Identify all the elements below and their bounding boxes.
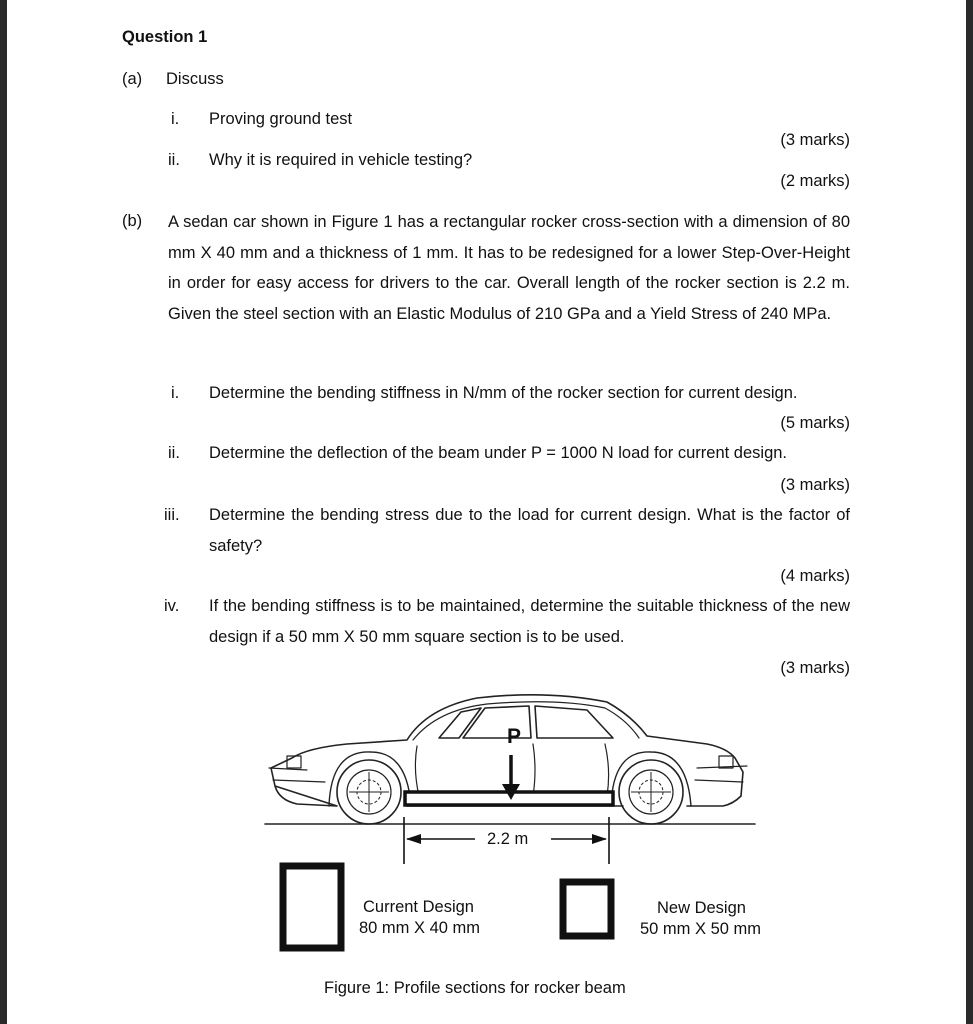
part-b-item-4-marks: (3 marks) [780, 659, 850, 677]
part-b-item-1-text: Determine the bending stiffness in N/mm of the rocker section for current design. [209, 384, 798, 402]
part-b-item-4-num: iv. [164, 597, 180, 615]
part-a-item-2-num: ii. [168, 151, 180, 169]
question-title: Question 1 [122, 28, 208, 46]
part-b-item-3-marks: (4 marks) [780, 567, 850, 585]
part-b-intro: A sedan car shown in Figure 1 has a rectangular rocker cross-section with a dimension of 80 mm X 40 mm and a thickness of 1 mm. It has to be redesigned for a lower Step-Over-Height in order for easy access for drivers to the car. Overall length of the rocker section is 2.2 m. Given the steel section with an Elastic Modulus of 210 GPa and a Yield Stress of 240 MPa. [168, 213, 850, 323]
current-design-dims: 80 mm X 40 mm [359, 919, 481, 937]
rocker-beam [405, 792, 613, 805]
part-a-item-1-num: i. [171, 110, 180, 128]
part-b-item-3-num: iii. [164, 506, 180, 524]
part-a-label: (a) [122, 70, 143, 88]
part-b-item-1-num: i. [171, 384, 180, 402]
load-label: P [507, 725, 522, 748]
load-arrow-icon [502, 755, 520, 800]
length-label: 2.2 m [487, 830, 529, 848]
part-a-item-1-text: Proving ground test [209, 110, 353, 128]
new-design-dims: 50 mm X 50 mm [640, 920, 762, 938]
door-window-2-icon [535, 706, 613, 738]
part-b-item-4-text: If the bending stiffness is to be maintained, determine the suitable thickness of the new design if a 50 mm X 50 mm square section is to be used. [209, 597, 850, 646]
current-design-title: Current Design [363, 898, 474, 916]
part-b-item-2-text: Determine the deflection of the beam under P = 1000 N load for current design. [209, 444, 788, 462]
part-a-heading: Discuss [166, 70, 224, 88]
rear-wheel-icon [337, 760, 401, 824]
new-design-section-icon [563, 882, 611, 936]
part-b-item-2-marks: (3 marks) [780, 476, 850, 494]
part-b-item-3-text: Determine the bending stress due to the load for current design. What is the factor of safety? [209, 506, 850, 555]
current-design-section-icon [283, 866, 341, 948]
new-design-title: New Design [657, 899, 746, 917]
part-a-item-2-text: Why it is required in vehicle testing? [209, 151, 473, 169]
part-a-item-2-marks: (2 marks) [780, 172, 850, 190]
document-page [7, 0, 966, 1024]
rear-window-icon [439, 708, 481, 738]
figure-caption: Figure 1: Profile sections for rocker beam [324, 979, 626, 997]
part-b-item-1-marks: (5 marks) [780, 414, 850, 432]
part-a-item-1-marks: (3 marks) [780, 131, 850, 149]
front-wheel-icon [619, 760, 683, 824]
car-body-icon [271, 695, 743, 806]
part-b-label: (b) [122, 212, 143, 230]
part-b-item-2-num: ii. [168, 444, 180, 462]
